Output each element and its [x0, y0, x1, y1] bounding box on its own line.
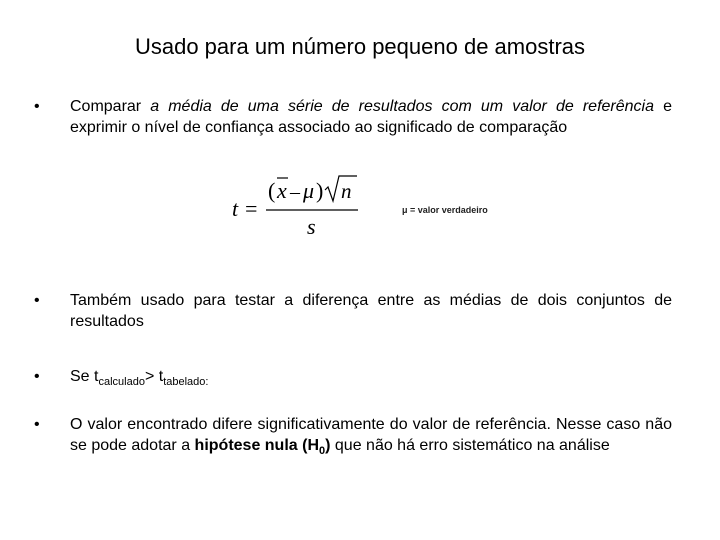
formula-s: s	[307, 214, 316, 239]
item4-bold-end: )	[325, 437, 331, 454]
t-test-formula	[230, 170, 370, 240]
item1-pre: Comparar	[70, 98, 142, 115]
item4-bold	[194, 437, 331, 457]
mu-definition-note: μ = valor verdadeiro	[402, 205, 488, 215]
item3-pre: Se t	[70, 368, 99, 385]
item3-sub-calculado: calculado	[98, 376, 145, 388]
item4-pre: O valor encontrado difere significativamente do valor de referência. Nesse caso não se pode adotar a	[70, 416, 672, 454]
bullet-marker: •	[34, 368, 40, 385]
item4-post: que não há erro sistemático na análise	[330, 437, 610, 454]
bullet-marker: •	[34, 292, 40, 309]
close-paren: )	[316, 178, 324, 203]
formula-lhs: t =	[232, 196, 259, 221]
item3-mid: > t	[144, 368, 164, 385]
slide-title: Usado para um número pequeno de amostras	[134, 34, 586, 59]
bullet-marker: •	[34, 98, 40, 115]
bullet-item-conclusion	[70, 414, 672, 456]
bullet-item-comparison	[70, 96, 672, 138]
open-paren: (	[268, 178, 276, 203]
formula-minus: –	[290, 181, 300, 203]
bullet-marker: •	[34, 416, 40, 433]
item1-post: e exprimir o nível de confiança associado ao significado de comparação	[70, 98, 673, 136]
item3-sub-tabelado: tabelado:	[163, 376, 209, 388]
bullet-item-two-sets: Também usado para testar a diferença entre as médias de dois conjuntos de resultados	[70, 292, 672, 330]
item1-emphasis: a média de uma série de resultados com um valor de referência	[150, 98, 655, 115]
formula-mu: μ	[303, 178, 315, 203]
formula-n: n	[341, 179, 352, 203]
bullet-item-condition	[70, 366, 672, 387]
item4-bold-text: hipótese nula (H	[194, 437, 319, 454]
item4-bold-sub: 0	[319, 445, 326, 457]
formula-x: x	[277, 178, 287, 203]
